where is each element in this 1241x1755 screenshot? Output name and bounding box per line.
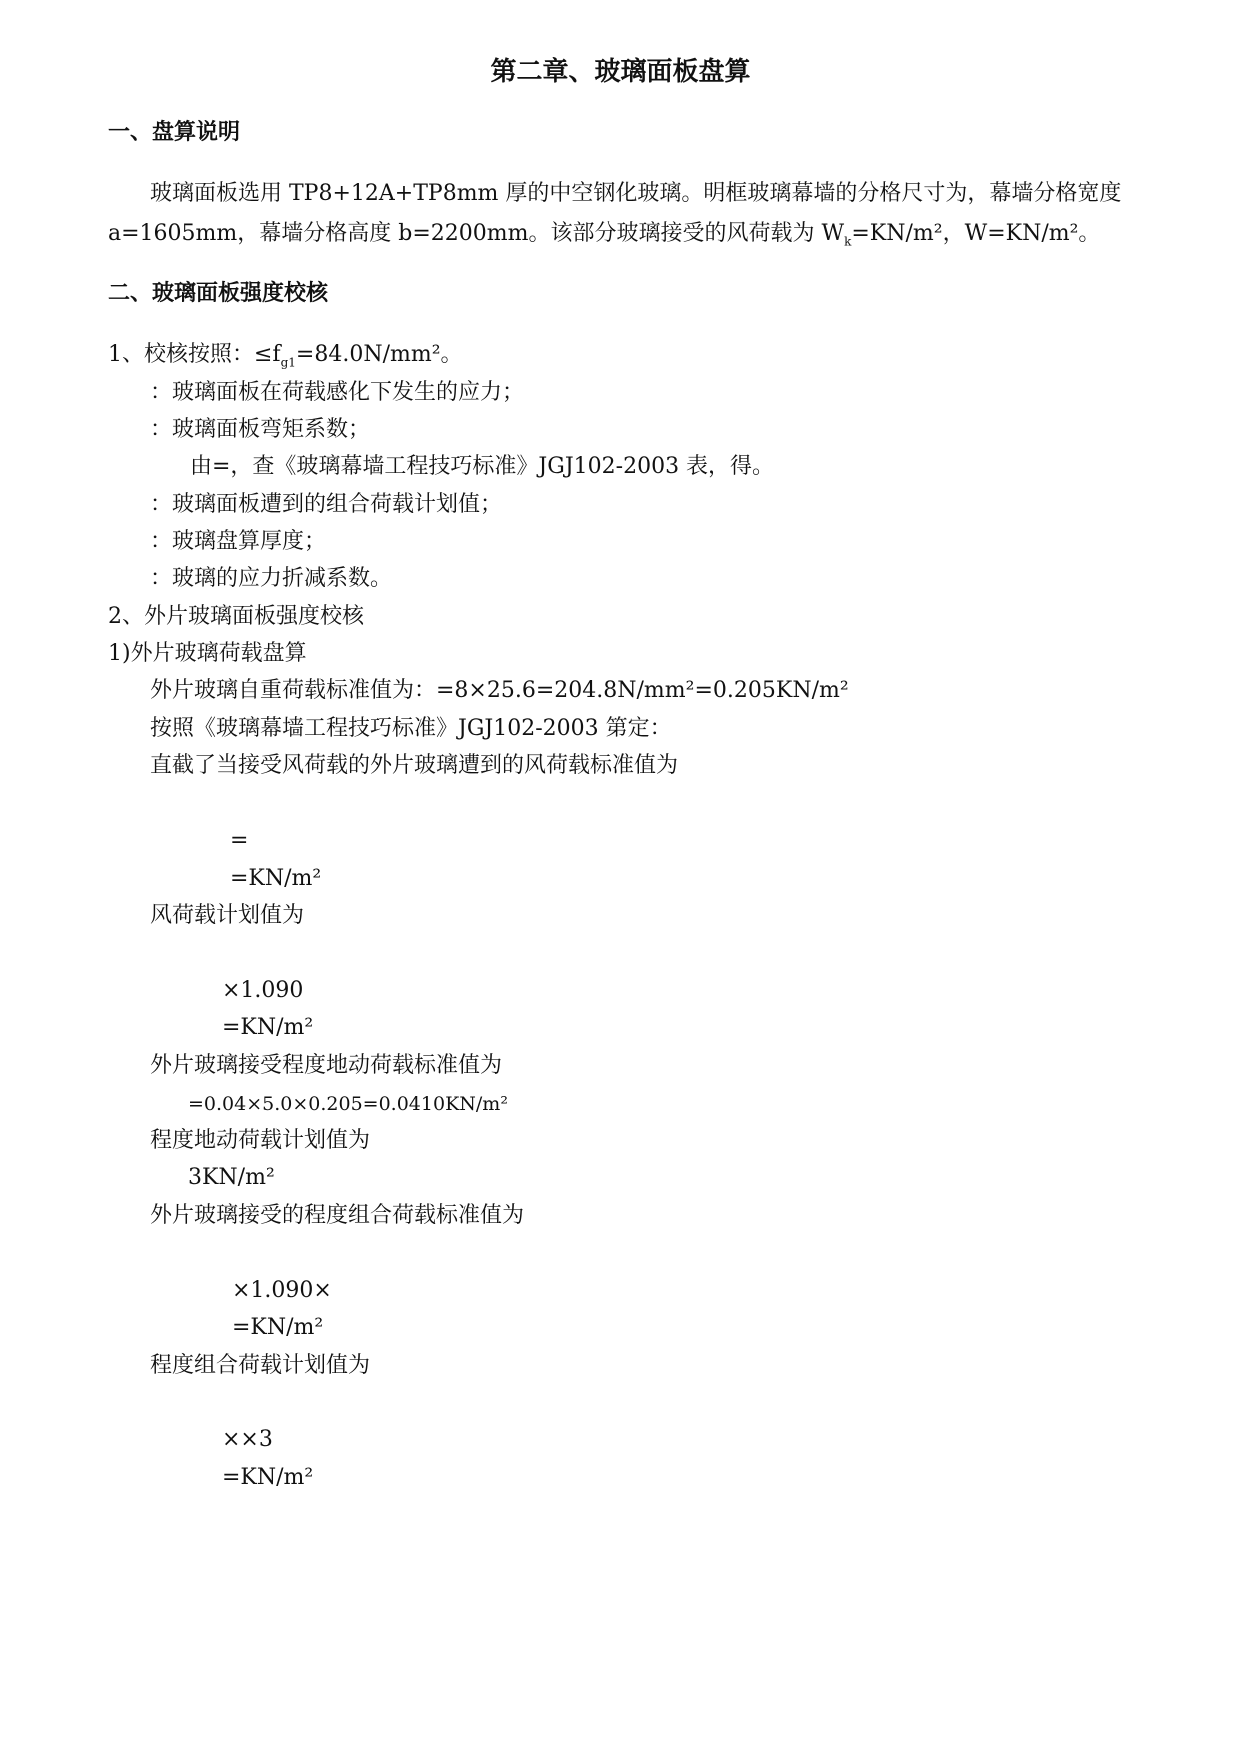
section1-paragraph-line2 xyxy=(108,220,1100,248)
section1-paragraph-line1: 玻璃面板选用 TP8+12A+TP8mm 厚的中空钢化玻璃。明框玻璃幕墙的分格尺寸为，幕墙分格宽度 xyxy=(150,181,1122,206)
wind-standard-equation-2: =KN/m² xyxy=(230,866,322,891)
seismic-standard-intro: 外片玻璃接受程度地动荷载标准值为 xyxy=(150,1053,503,1078)
chapter-title: 第二章、玻璃面板盘算 xyxy=(490,57,751,87)
combined-standard-equation-2: =KN/m² xyxy=(232,1315,324,1340)
para-line2-main: a=1605mm，幕墙分格高度 b=2200mm。该部分玻璃接受的风荷载为 W xyxy=(108,221,845,246)
code-reference-line: 按照《玻璃幕墙工程技巧标准》JGJ102-2003 第定： xyxy=(150,716,672,741)
combined-design-intro: 程度组合荷载计划值为 xyxy=(150,1353,371,1378)
check-basis xyxy=(108,341,463,369)
seismic-design-intro: 程度地动荷载计划值为 xyxy=(150,1128,371,1153)
wind-design-equation-1: ×1.090 xyxy=(222,978,304,1003)
definition-reduction-factor: ：玻璃的应力折减系数。 xyxy=(150,566,393,591)
definition-moment-note: 由=，查《玻璃幕墙工程技巧标准》JGJ102-2003 表，得。 xyxy=(190,454,775,479)
para-line2-tail: =KN/m²，W=KN/m²。 xyxy=(851,221,1101,246)
definition-thickness: ：玻璃盘算厚度； xyxy=(150,529,327,554)
check-basis-post: =84.0N/mm²。 xyxy=(295,342,463,367)
section2-heading: 二、玻璃面板强度校核 xyxy=(108,281,329,306)
self-weight-line: 外片玻璃自重荷载标准值为：=8×25.6=204.8N/mm²=0.205KN/m² xyxy=(150,678,849,703)
wind-standard-intro: 直截了当接受风荷载的外片玻璃遭到的风荷载标准值为 xyxy=(150,753,679,778)
check-basis-pre: 1、校核按照：≤f xyxy=(108,342,281,367)
wind-design-equation-2: =KN/m² xyxy=(222,1015,314,1040)
seismic-design-equation: 3KN/m² xyxy=(188,1165,275,1190)
para-line2-subscript: k xyxy=(844,234,852,249)
combined-standard-intro: 外片玻璃接受的程度组合荷载标准值为 xyxy=(150,1203,525,1228)
combined-design-equation-1: ××3 xyxy=(222,1427,273,1452)
outer-glass-load-heading: 1)外片玻璃荷载盘算 xyxy=(108,641,307,666)
wind-design-intro: 风荷载计划值为 xyxy=(150,903,305,928)
section1-heading: 一、盘算说明 xyxy=(108,120,241,145)
wind-standard-equation-1: = xyxy=(230,828,249,853)
outer-glass-check-heading: 2、外片玻璃面板强度校核 xyxy=(108,604,364,629)
seismic-standard-equation: =0.04×5.0×0.205=0.0410KN/m² xyxy=(188,1093,508,1115)
combined-standard-equation-1: ×1.090× xyxy=(232,1278,332,1303)
definition-combined-load: ：玻璃面板遭到的组合荷载计划值； xyxy=(150,492,503,517)
definition-stress: ：玻璃面板在荷载感化下发生的应力； xyxy=(150,380,525,405)
check-basis-subscript: g1 xyxy=(280,355,296,370)
definition-moment-coefficient: ：玻璃面板弯矩系数； xyxy=(150,417,371,442)
combined-design-equation-2: =KN/m² xyxy=(222,1465,314,1490)
